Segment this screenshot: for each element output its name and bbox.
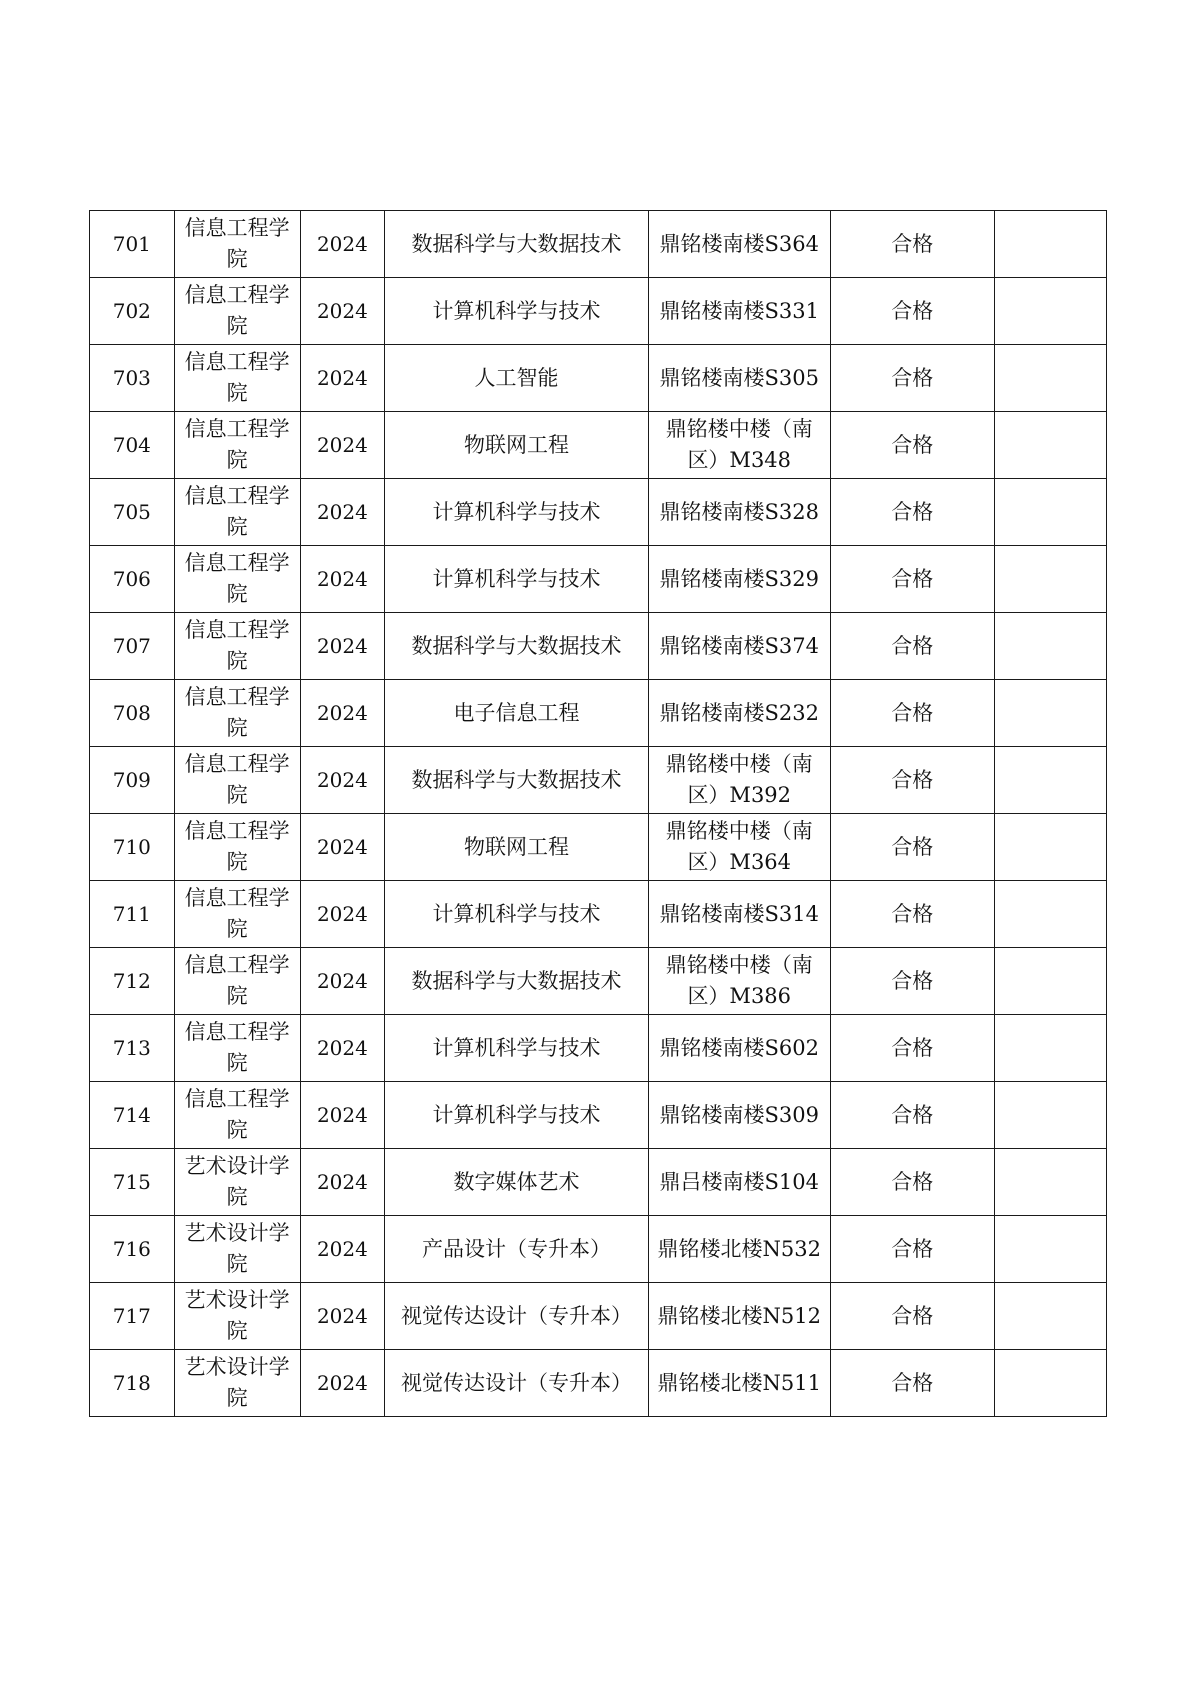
- row-number-cell: 717: [90, 1283, 175, 1350]
- remark-cell: [994, 412, 1106, 479]
- year-cell: 2024: [300, 1082, 385, 1149]
- year-cell: 2024: [300, 1283, 385, 1350]
- year-cell: 2024: [300, 613, 385, 680]
- result-cell: 合格: [830, 479, 994, 546]
- result-cell: 合格: [830, 1015, 994, 1082]
- remark-cell: [994, 680, 1106, 747]
- result-cell: 合格: [830, 278, 994, 345]
- classroom-cell: 鼎铭楼南楼S314: [648, 881, 830, 948]
- results-table: [89, 210, 1107, 1417]
- table-row: [90, 613, 1107, 680]
- table-body: [90, 211, 1107, 1417]
- college-cell: 信息工程学院: [174, 613, 300, 680]
- result-cell: 合格: [830, 211, 994, 278]
- remark-cell: [994, 479, 1106, 546]
- row-number-cell: 716: [90, 1216, 175, 1283]
- major-cell: 数据科学与大数据技术: [385, 613, 649, 680]
- college-cell: 信息工程学院: [174, 479, 300, 546]
- table-row: [90, 948, 1107, 1015]
- major-cell: 计算机科学与技术: [385, 546, 649, 613]
- college-cell: 信息工程学院: [174, 1082, 300, 1149]
- result-cell: 合格: [830, 1283, 994, 1350]
- result-cell: 合格: [830, 747, 994, 814]
- table-row: [90, 680, 1107, 747]
- row-number-cell: 709: [90, 747, 175, 814]
- row-number-cell: 715: [90, 1149, 175, 1216]
- classroom-cell: 鼎铭楼中楼（南区）M364: [648, 814, 830, 881]
- major-cell: 计算机科学与技术: [385, 881, 649, 948]
- result-cell: 合格: [830, 1082, 994, 1149]
- row-number-cell: 718: [90, 1350, 175, 1417]
- major-cell: 产品设计（专升本）: [385, 1216, 649, 1283]
- major-cell: 物联网工程: [385, 412, 649, 479]
- year-cell: 2024: [300, 747, 385, 814]
- classroom-cell: 鼎铭楼北楼N512: [648, 1283, 830, 1350]
- remark-cell: [994, 613, 1106, 680]
- college-cell: 艺术设计学院: [174, 1149, 300, 1216]
- result-cell: 合格: [830, 546, 994, 613]
- college-cell: 信息工程学院: [174, 881, 300, 948]
- classroom-cell: 鼎铭楼北楼N511: [648, 1350, 830, 1417]
- result-cell: 合格: [830, 1216, 994, 1283]
- result-cell: 合格: [830, 680, 994, 747]
- classroom-cell: 鼎铭楼南楼S232: [648, 680, 830, 747]
- college-cell: 艺术设计学院: [174, 1350, 300, 1417]
- college-cell: 信息工程学院: [174, 948, 300, 1015]
- row-number-cell: 710: [90, 814, 175, 881]
- table-row: [90, 1283, 1107, 1350]
- row-number-cell: 712: [90, 948, 175, 1015]
- major-cell: 视觉传达设计（专升本）: [385, 1350, 649, 1417]
- classroom-cell: 鼎铭楼北楼N532: [648, 1216, 830, 1283]
- remark-cell: [994, 1149, 1106, 1216]
- major-cell: 计算机科学与技术: [385, 278, 649, 345]
- result-cell: 合格: [830, 948, 994, 1015]
- year-cell: 2024: [300, 881, 385, 948]
- major-cell: 数据科学与大数据技术: [385, 747, 649, 814]
- remark-cell: [994, 814, 1106, 881]
- result-cell: 合格: [830, 1149, 994, 1216]
- classroom-cell: 鼎铭楼南楼S374: [648, 613, 830, 680]
- table-row: [90, 546, 1107, 613]
- remark-cell: [994, 1283, 1106, 1350]
- classroom-cell: 鼎铭楼南楼S309: [648, 1082, 830, 1149]
- major-cell: 数据科学与大数据技术: [385, 211, 649, 278]
- college-cell: 信息工程学院: [174, 345, 300, 412]
- year-cell: 2024: [300, 814, 385, 881]
- year-cell: 2024: [300, 345, 385, 412]
- college-cell: 信息工程学院: [174, 211, 300, 278]
- row-number-cell: 711: [90, 881, 175, 948]
- classroom-cell: 鼎铭楼南楼S364: [648, 211, 830, 278]
- table-row: [90, 479, 1107, 546]
- table-row: [90, 1216, 1107, 1283]
- remark-cell: [994, 345, 1106, 412]
- remark-cell: [994, 1082, 1106, 1149]
- classroom-cell: 鼎铭楼南楼S328: [648, 479, 830, 546]
- year-cell: 2024: [300, 1149, 385, 1216]
- table-row: [90, 1350, 1107, 1417]
- row-number-cell: 703: [90, 345, 175, 412]
- row-number-cell: 708: [90, 680, 175, 747]
- table-row: [90, 814, 1107, 881]
- college-cell: 艺术设计学院: [174, 1283, 300, 1350]
- row-number-cell: 704: [90, 412, 175, 479]
- college-cell: 信息工程学院: [174, 814, 300, 881]
- major-cell: 电子信息工程: [385, 680, 649, 747]
- major-cell: 计算机科学与技术: [385, 1015, 649, 1082]
- year-cell: 2024: [300, 1216, 385, 1283]
- result-cell: 合格: [830, 345, 994, 412]
- year-cell: 2024: [300, 1015, 385, 1082]
- classroom-cell: 鼎铭楼中楼（南区）M348: [648, 412, 830, 479]
- classroom-cell: 鼎铭楼南楼S305: [648, 345, 830, 412]
- classroom-cell: 鼎铭楼南楼S329: [648, 546, 830, 613]
- remark-cell: [994, 278, 1106, 345]
- result-cell: 合格: [830, 881, 994, 948]
- major-cell: 视觉传达设计（专升本）: [385, 1283, 649, 1350]
- year-cell: 2024: [300, 680, 385, 747]
- college-cell: 信息工程学院: [174, 1015, 300, 1082]
- row-number-cell: 701: [90, 211, 175, 278]
- year-cell: 2024: [300, 546, 385, 613]
- classroom-cell: 鼎铭楼中楼（南区）M392: [648, 747, 830, 814]
- college-cell: 信息工程学院: [174, 278, 300, 345]
- table-row: [90, 1015, 1107, 1082]
- classroom-cell: 鼎铭楼南楼S602: [648, 1015, 830, 1082]
- row-number-cell: 714: [90, 1082, 175, 1149]
- classroom-cell: 鼎铭楼中楼（南区）M386: [648, 948, 830, 1015]
- table-row: [90, 1082, 1107, 1149]
- classroom-cell: 鼎吕楼南楼S104: [648, 1149, 830, 1216]
- table-row: [90, 211, 1107, 278]
- remark-cell: [994, 1216, 1106, 1283]
- year-cell: 2024: [300, 948, 385, 1015]
- major-cell: 数据科学与大数据技术: [385, 948, 649, 1015]
- year-cell: 2024: [300, 211, 385, 278]
- table-row: [90, 747, 1107, 814]
- row-number-cell: 705: [90, 479, 175, 546]
- major-cell: 计算机科学与技术: [385, 1082, 649, 1149]
- row-number-cell: 707: [90, 613, 175, 680]
- remark-cell: [994, 747, 1106, 814]
- row-number-cell: 702: [90, 278, 175, 345]
- year-cell: 2024: [300, 1350, 385, 1417]
- major-cell: 计算机科学与技术: [385, 479, 649, 546]
- remark-cell: [994, 546, 1106, 613]
- year-cell: 2024: [300, 479, 385, 546]
- table-row: [90, 345, 1107, 412]
- college-cell: 信息工程学院: [174, 680, 300, 747]
- remark-cell: [994, 1350, 1106, 1417]
- result-cell: 合格: [830, 613, 994, 680]
- major-cell: 数字媒体艺术: [385, 1149, 649, 1216]
- table-row: [90, 278, 1107, 345]
- result-cell: 合格: [830, 412, 994, 479]
- table-row: [90, 1149, 1107, 1216]
- college-cell: 艺术设计学院: [174, 1216, 300, 1283]
- major-cell: 物联网工程: [385, 814, 649, 881]
- remark-cell: [994, 881, 1106, 948]
- college-cell: 信息工程学院: [174, 412, 300, 479]
- table-row: [90, 881, 1107, 948]
- remark-cell: [994, 948, 1106, 1015]
- remark-cell: [994, 1015, 1106, 1082]
- year-cell: 2024: [300, 412, 385, 479]
- college-cell: 信息工程学院: [174, 546, 300, 613]
- table-row: [90, 412, 1107, 479]
- result-cell: 合格: [830, 814, 994, 881]
- major-cell: 人工智能: [385, 345, 649, 412]
- row-number-cell: 706: [90, 546, 175, 613]
- classroom-cell: 鼎铭楼南楼S331: [648, 278, 830, 345]
- college-cell: 信息工程学院: [174, 747, 300, 814]
- year-cell: 2024: [300, 278, 385, 345]
- result-cell: 合格: [830, 1350, 994, 1417]
- remark-cell: [994, 211, 1106, 278]
- row-number-cell: 713: [90, 1015, 175, 1082]
